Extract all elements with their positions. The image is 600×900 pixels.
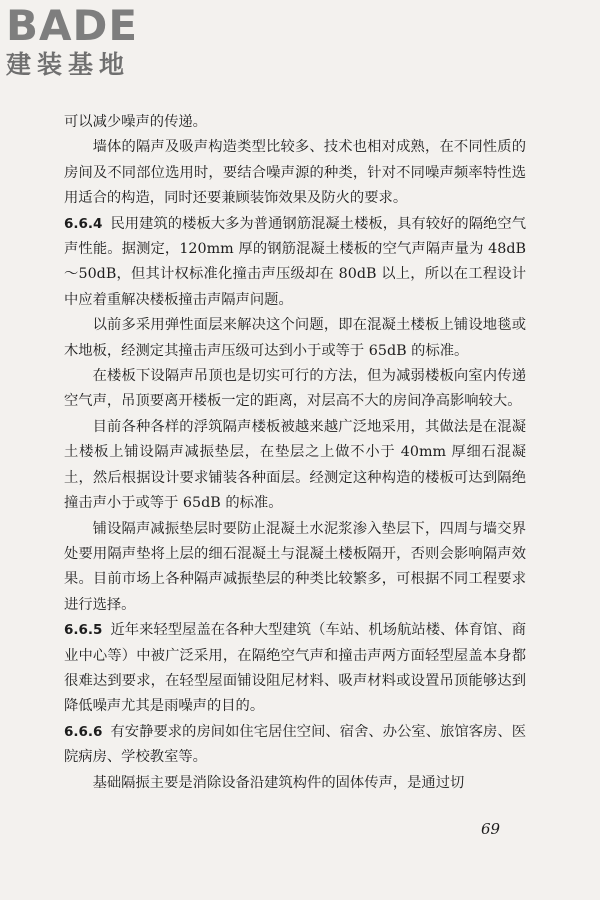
logo-subtitle: 建装基地 <box>6 50 131 79</box>
paragraph-text: 基础隔振主要是消除设备沿建筑构件的固体传声，是通过切 <box>92 774 465 791</box>
paragraph-text: 有安静要求的房间如住宅居住空间、宿舍、办公室、旅馆客房、医院病房、学校教室等。 <box>64 723 526 766</box>
paragraph-4 <box>64 313 526 364</box>
page-number: 69 <box>481 820 501 838</box>
paragraph-text: 墙体的隔声及吸声构造类型比较多、技术也相对成熟，在不同性质的房间及不同部位选用时，要结合噪声源的种类，针对不同噪声频率特性选用适合的构造，同时还要兼顾装饰效果及防火的要求。 <box>64 139 526 207</box>
paragraph-text: 在楼板下设隔声吊顶也是切实可行的方法，但为减弱楼板向室内传递空气声，吊顶要离开楼板一定的距离，对层高不大的房间净高影响较大。 <box>64 368 526 410</box>
paragraph-1 <box>64 110 526 135</box>
paragraph-9 <box>64 720 526 771</box>
paragraph-6 <box>64 415 526 517</box>
paragraph-text: 近年来轻型屋盖在各种大型建筑（车站、机场航站楼、体育馆、商业中心等）中被广泛采用，在隔绝空气声和撞击声两方面轻型屋盖本身都很难达到要求，在轻型屋面铺设阻尼材料、吸声材料或设置吊顶能够达到降低噪声尤其是雨噪声的目的。 <box>64 622 526 715</box>
paragraph-text: 民用建筑的楼板大多为普通钢筋混凝土楼板，具有较好的隔绝空气声性能。据测定，120mm 厚的钢筋混凝土楼板的空气声隔声量为 48dB～50dB，但其计权标准化撞击声压级却在 80dB 以上，所以在工程设计中应着重解决楼板撞击声隔声问题。 <box>64 215 526 308</box>
logo-brand: BADE <box>6 1 139 50</box>
paragraph-5 <box>64 364 526 415</box>
paragraph-10 <box>64 771 526 796</box>
page-body <box>64 110 526 796</box>
bade-logo <box>6 1 176 86</box>
paragraph-8 <box>64 618 526 720</box>
paragraph-3 <box>64 212 526 314</box>
paragraph-text: 铺设隔声减振垫层时要防止混凝土水泥浆渗入垫层下，四周与墙交界处要用隔声垫将上层的细石混凝土与混凝土楼板隔开，否则会影响隔声效果。目前市场上各种隔声减振垫层的种类比较繁多，可根据不同工程要求进行选择。 <box>64 520 526 613</box>
paragraph-2 <box>64 135 526 211</box>
section-number: 6.6.5 <box>64 622 103 639</box>
paragraph-text: 可以减少噪声的传递。 <box>64 114 207 130</box>
paragraph-text: 目前各种各样的浮筑隔声楼板被越来越广泛地采用，其做法是在混凝土楼板上铺设隔声减振垫层，在垫层之上做不小于 40mm 厚细石混凝土，然后根据设计要求铺装各种面层。经测定这种构造的楼板可达到隔绝撞击声小于或等于 65dB 的标准。 <box>64 418 526 512</box>
paragraph-7 <box>64 517 526 619</box>
paragraph-text: 以前多采用弹性面层来解决这个问题，即在混凝土楼板上铺设地毯或木地板，经测定其撞击声压级可达到小于或等于 65dB 的标准。 <box>64 317 526 359</box>
section-number: 6.6.4 <box>64 215 103 232</box>
section-number: 6.6.6 <box>64 723 103 740</box>
